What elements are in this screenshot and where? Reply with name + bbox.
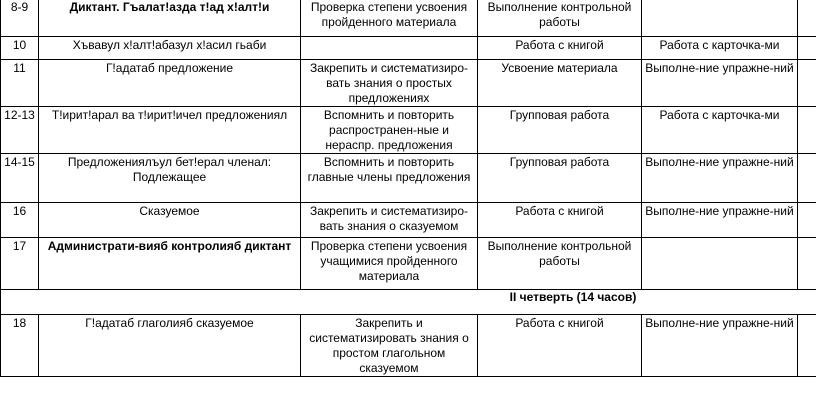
quarter-heading: II четверть (14 часов) <box>509 290 637 304</box>
lesson-goal: Проверка степени усвоения учащимися пройденного материала <box>301 238 478 290</box>
table-row <box>1 0 816 37</box>
lesson-number: 17 <box>1 238 39 290</box>
lesson-number: 14-15 <box>1 154 39 203</box>
lesson-topic: Администрати-вияб контролияб диктант <box>39 238 301 290</box>
lesson-goal: Вспомнить и повторить распространен-ные и нераспр. предложения <box>301 107 478 154</box>
empty-cell <box>798 107 816 154</box>
lesson-goal: Вспомнить и повторить главные члены предложения <box>301 154 478 203</box>
table-row <box>1 107 816 154</box>
table-row <box>1 315 816 377</box>
lesson-number: 10 <box>1 37 39 60</box>
lesson-activity: Групповая работа <box>478 107 642 154</box>
lesson-form: Работа с карточка-ми <box>642 37 798 60</box>
empty-cell <box>798 203 816 238</box>
lesson-topic: Сказуемое <box>39 203 301 238</box>
lesson-activity: Усвоение материала <box>478 60 642 107</box>
lesson-number: 12-13 <box>1 107 39 154</box>
lesson-goal <box>301 37 478 60</box>
lesson-goal: Закрепить и систематизиро-вать знания о простых предложениях <box>301 60 478 107</box>
lesson-topic: Г!адатаб предложение <box>39 60 301 107</box>
lesson-topic: Хъвавул х!алт!абазул х!асил гьаби <box>39 37 301 60</box>
empty-cell <box>798 37 816 60</box>
empty-cell <box>798 238 816 290</box>
lesson-number: 18 <box>1 315 39 377</box>
empty-cell <box>798 154 816 203</box>
lesson-form: Выполне-ние упражне-ний <box>642 154 798 203</box>
quarter-row <box>1 290 816 315</box>
lesson-number: 16 <box>1 203 39 238</box>
table-row <box>1 60 816 107</box>
lesson-form: Выполне-ние упражне-ний <box>642 203 798 238</box>
lesson-form: Работа с карточка-ми <box>642 107 798 154</box>
lesson-form <box>642 0 798 37</box>
lesson-activity: Групповая работа <box>478 154 642 203</box>
lesson-activity: Работа с книгой <box>478 315 642 377</box>
table-row <box>1 37 816 60</box>
lesson-goal: Закрепить и систематизировать знания о простом глагольном сказуемом <box>301 315 478 377</box>
lesson-topic: Предложениялъул бет!ерал членал: Подлежащее <box>39 154 301 203</box>
lesson-activity: Выполнение контрольной работы <box>478 238 642 290</box>
table-row <box>1 203 816 238</box>
lesson-form: Выполне-ние упражне-ний <box>642 315 798 377</box>
lesson-activity: Работа с книгой <box>478 203 642 238</box>
lesson-goal: Проверка степени усвоения пройденного материала <box>301 0 478 37</box>
lesson-topic: Т!ирит!арал ва т!ирит!ичел предложениял <box>39 107 301 154</box>
lesson-activity: Выполнение контрольной работы <box>478 0 642 37</box>
lesson-goal: Закрепить и систематизиро-вать знания о сказуемом <box>301 203 478 238</box>
lesson-form: Выполне-ние упражне-ний <box>642 60 798 107</box>
empty-cell <box>798 60 816 107</box>
empty-cell <box>798 315 816 377</box>
lesson-number: 8-9 <box>1 0 39 37</box>
lesson-topic: Диктант. Гъалат!азда т!ад х!алт!и <box>39 0 301 37</box>
table-row <box>1 154 816 203</box>
lesson-activity: Работа с книгой <box>478 37 642 60</box>
lesson-form <box>642 238 798 290</box>
empty-cell <box>798 0 816 37</box>
lesson-number: 11 <box>1 60 39 107</box>
table-row <box>1 238 816 290</box>
quarter-cell <box>1 290 816 315</box>
lesson-topic: Г!адатаб глаголияб сказуемое <box>39 315 301 377</box>
